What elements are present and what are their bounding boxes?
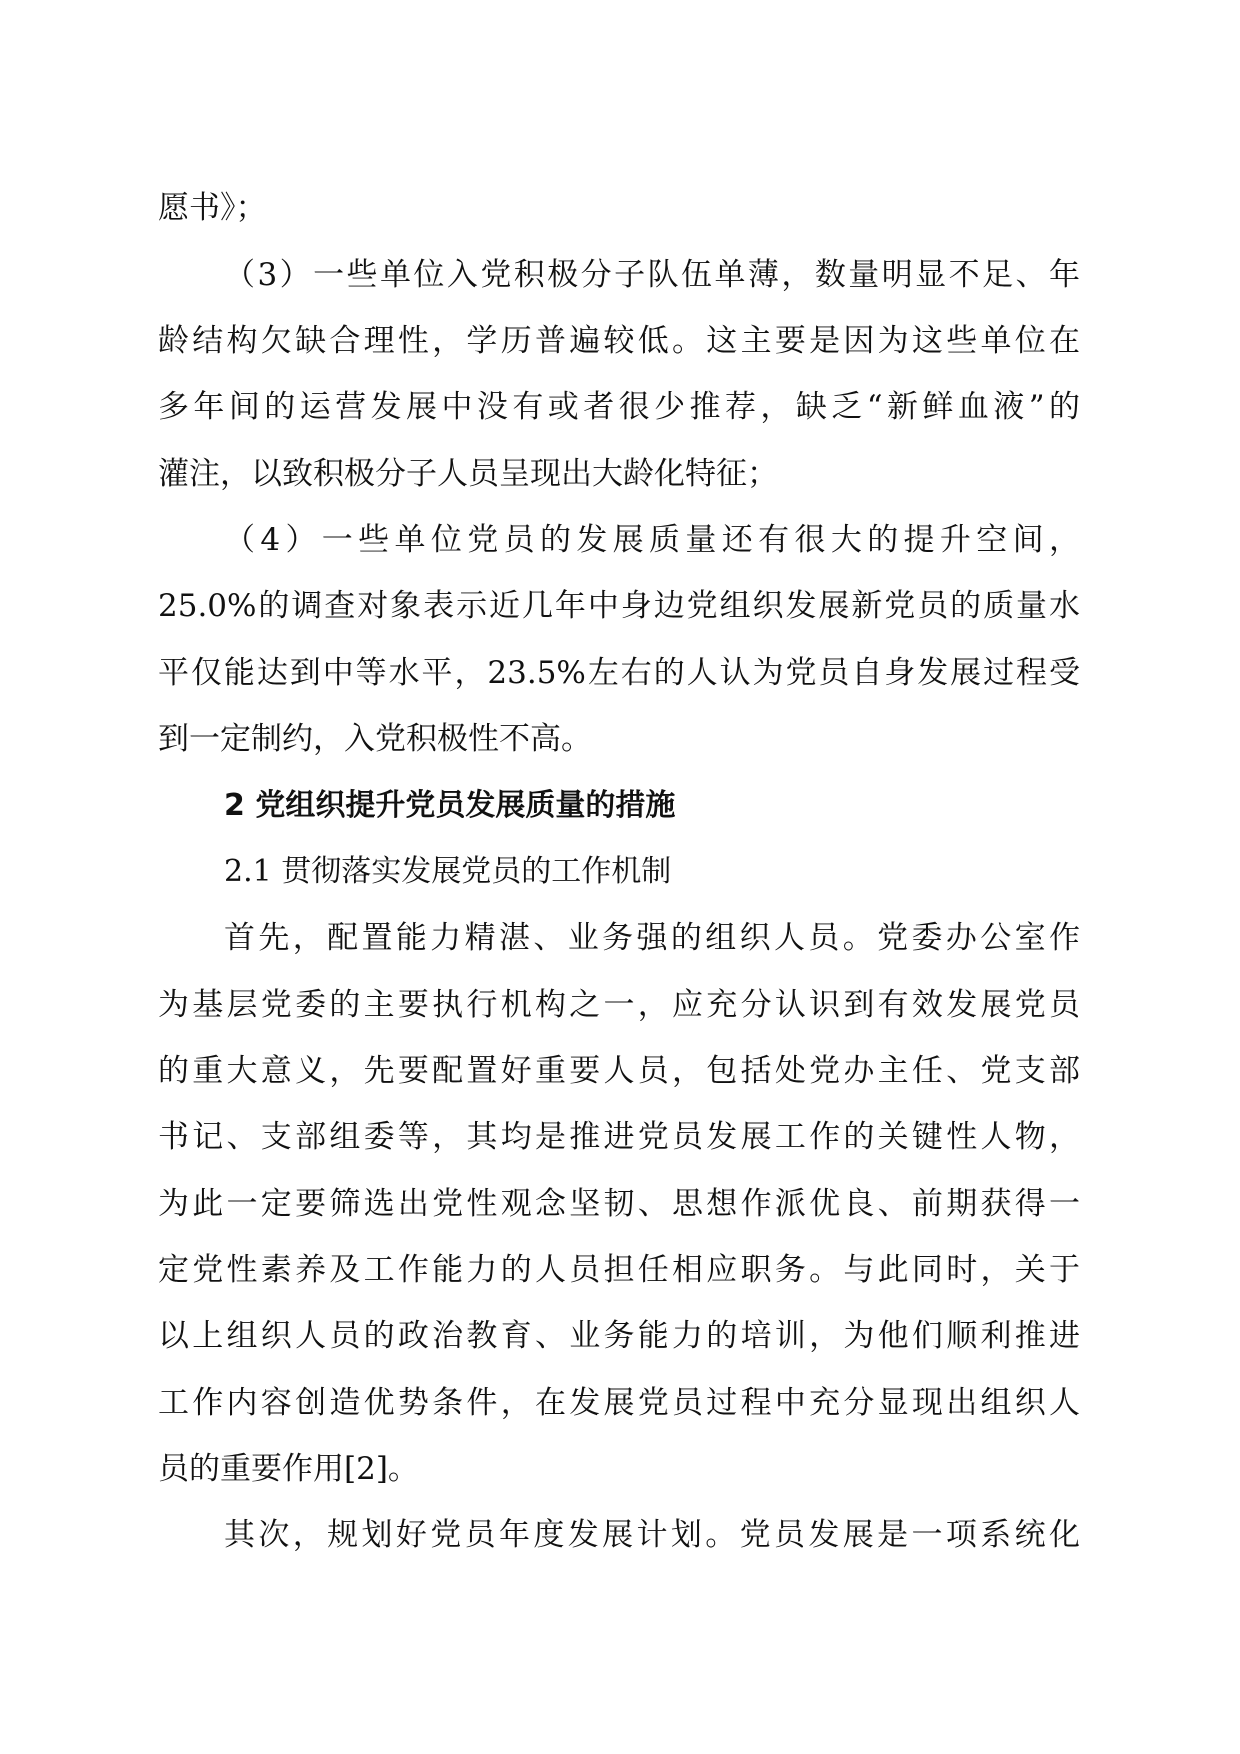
paragraph-1-line-1: 首先，配置能力精湛、业务强的组织人员。党委办公室作 [224,920,1080,956]
paragraph-1-line-3: 的重大意义，先要配置好重要人员，包括处党办主任、党支部 [158,1053,1080,1089]
list-item-4-line-1: （4）一些单位党员的发展质量还有很大的提升空间， [224,522,1080,558]
list-item-3-line-2: 龄结构欠缺合理性，学历普遍较低。这主要是因为这些单位在 [158,323,1080,359]
paragraph-1-line-6: 定党性素养及工作能力的人员担任相应职务。与此同时，关于 [158,1252,1080,1288]
paragraph-1-line-5: 为此一定要筛选出党性观念坚韧、思想作派优良、前期获得一 [158,1186,1080,1222]
subsection-heading: 2.1 贯彻落实发展党员的工作机制 [224,854,672,889]
list-item-3-line-1: （3）一些单位入党积极分子队伍单薄，数量明显不足、年 [224,257,1080,293]
paragraph-1-line-2: 为基层党委的主要执行机构之一，应充分认识到有效发展党员 [158,987,1080,1023]
list-item-4-line-2: 25.0%的调查对象表示近几年中身边党组织发展新党员的质量水 [158,588,1080,624]
list-item-3-line-4: 灌注，以致积极分子人员呈现出大龄化特征； [158,456,778,492]
paragraph-1-line-7: 以上组织人员的政治教育、业务能力的培训，为他们顺利推进 [158,1318,1080,1354]
section-heading: 2 党组织提升党员发展质量的措施 [224,788,676,823]
paragraph-end-line: 愿书》； [158,190,267,226]
paragraph-1-line-8: 工作内容创造优势条件，在发展党员过程中充分显现出组织人 [158,1385,1080,1421]
list-item-3-line-3: 多年间的运营发展中没有或者很少推荐，缺乏“新鲜血液”的 [158,389,1080,425]
paragraph-2-line-1: 其次，规划好党员年度发展计划。党员发展是一项系统化 [224,1517,1080,1553]
list-item-4-line-4: 到一定制约，入党积极性不高。 [158,721,592,757]
paragraph-1-line-4: 书记、支部组委等，其均是推进党员发展工作的关键性人物， [158,1119,1080,1155]
paragraph-1-line-9: 员的重要作用[2]。 [158,1451,419,1487]
list-item-4-line-3: 平仅能达到中等水平，23.5%左右的人认为党员自身发展过程受 [158,655,1080,691]
